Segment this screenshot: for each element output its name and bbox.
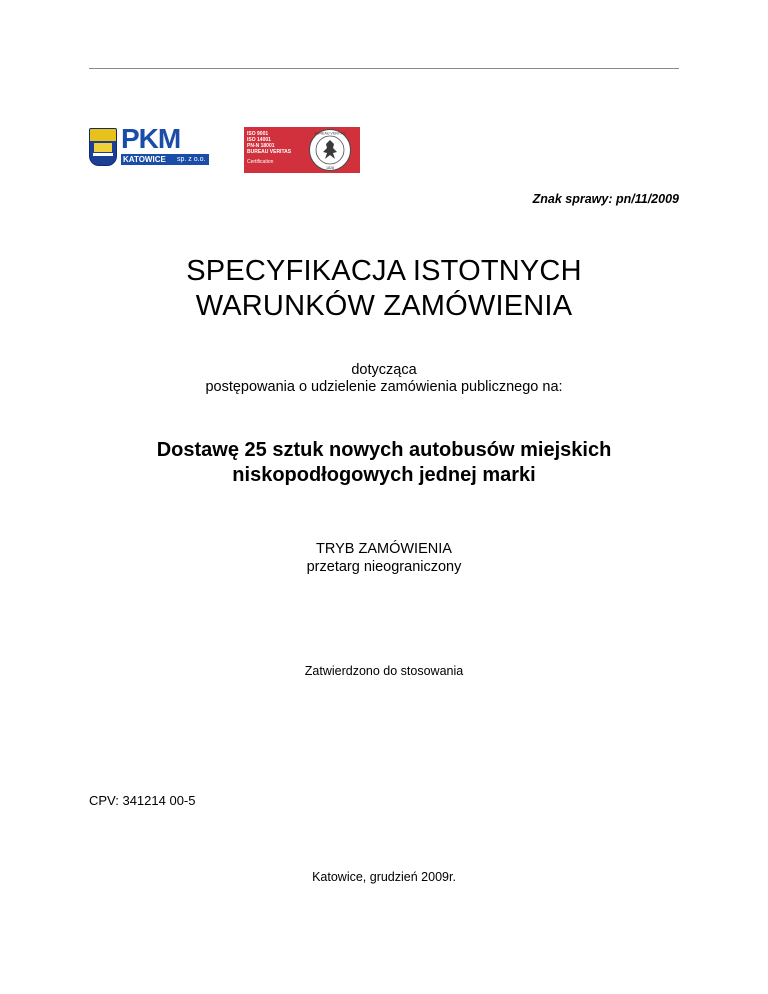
document-title-line-2: WARUNKÓW ZAMÓWIENIA <box>195 290 573 322</box>
case-reference: Znak sprawy: pn/11/2009 <box>532 192 679 206</box>
header-rule <box>89 68 679 69</box>
pkm-logo <box>89 123 209 168</box>
intro-line-2: postępowania o udzielenie zamówienia publicznego na: <box>205 379 563 395</box>
pkm-logo-city: KATOWICE <box>123 155 166 164</box>
pkm-logo-legal-form: sp. z o.o. <box>177 156 206 163</box>
procurement-mode-value: przetarg nieograniczony <box>306 559 462 575</box>
svg-text:1828: 1828 <box>326 166 334 170</box>
document-title <box>0 254 768 324</box>
place-and-date: Katowice, grudzień 2009r. <box>312 870 456 884</box>
certification-label: Certification <box>247 159 274 165</box>
intro-line-1: dotycząca <box>351 362 417 378</box>
veritas-seal-icon <box>308 128 352 172</box>
pkm-logo-letters: PKM <box>121 123 181 154</box>
standard-pn-n-18001: PN-N 18001 <box>247 143 275 149</box>
certification-standards <box>247 131 305 155</box>
certification-issuer: BUREAU VERITAS <box>247 149 292 155</box>
svg-text:BUREAU VERITAS: BUREAU VERITAS <box>314 131 346 136</box>
crest-icon <box>89 128 117 166</box>
procurement-subject <box>0 438 768 488</box>
standard-iso-14001: ISO 14001 <box>247 137 271 143</box>
procurement-subject-line-1: Dostawę 25 sztuk nowych autobusów miejskich <box>156 439 612 461</box>
procurement-mode-heading: TRYB ZAMÓWIENIA <box>316 541 452 557</box>
document-title-line-1: SPECYFIKACJA ISTOTNYCH <box>186 255 582 287</box>
certification-badge <box>244 127 360 173</box>
procurement-subject-line-2: niskopodłogowych jednej marki <box>232 464 536 486</box>
standard-iso-9001: ISO 9001 <box>247 131 269 137</box>
cpv-code: CPV: 341214 00-5 <box>89 793 196 808</box>
approval-note: Zatwierdzono do stosowania <box>304 664 464 678</box>
